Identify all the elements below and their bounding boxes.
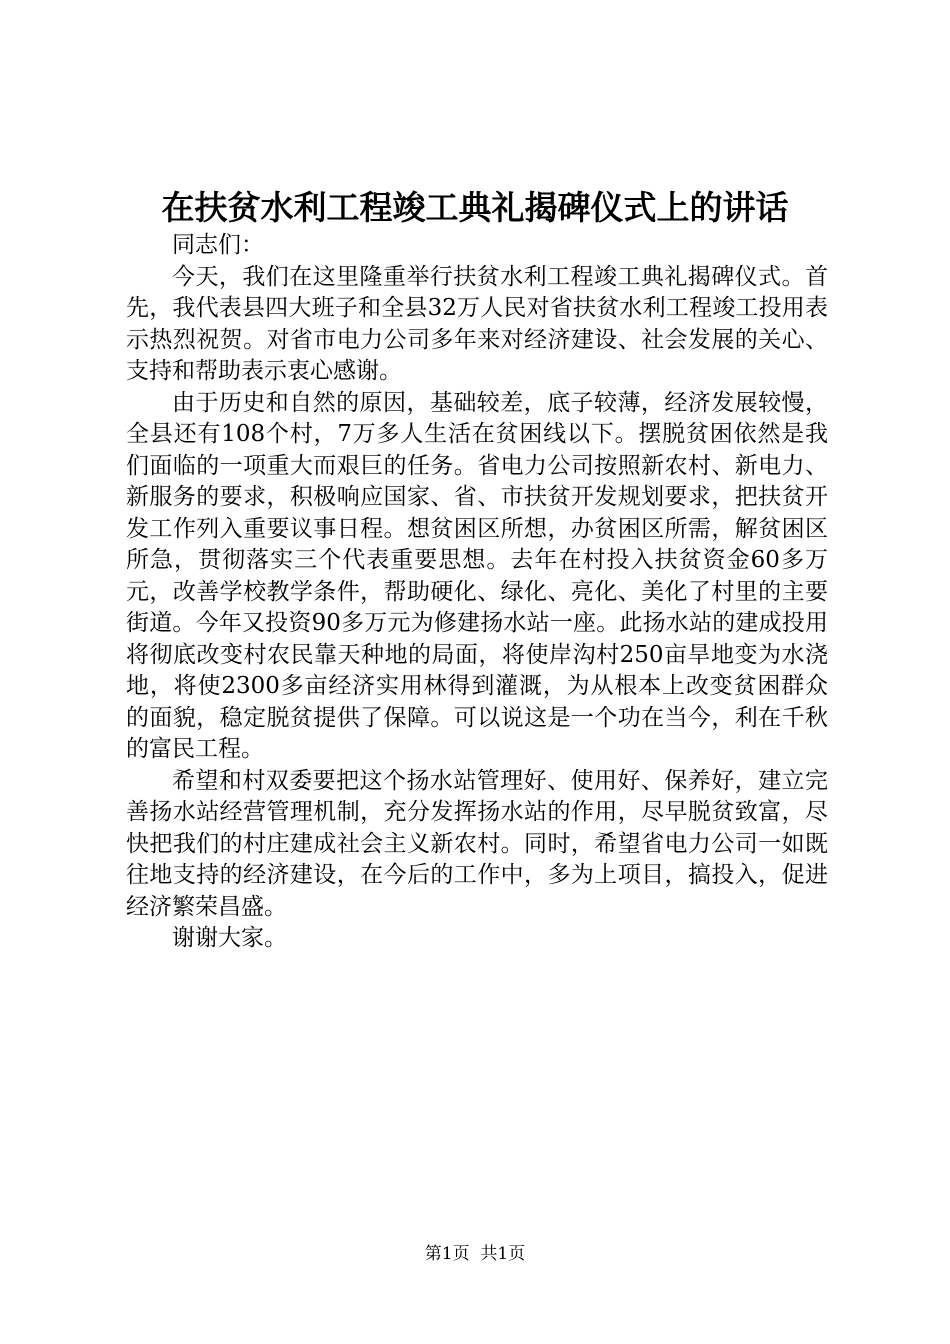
page-number: 第1页 (424, 1244, 470, 1264)
salutation: 同志们： (172, 232, 264, 258)
closing: 谢谢大家。 (172, 925, 287, 951)
paragraph-2: 由于历史和自然的原因，基础较差，底子较薄，经济发展较慢，全县还有108个村，7万多人生活在贫困线以下。摆脱贫困依然是我们面临的一项重大而艰巨的任务。省电力公司按照新农村、新电力、新服务的要求，积极响应国家、省、市扶贫开发规划要求，把扶贫开发工作列入重要议事日程。想贫困区所想，办贫困区所需，解贫困区所急，贯彻落实三个代表重要思想。去年在村投入扶贫资金60多万元，改善学校教学条件，帮助硬化、绿化、亮化、美化了村里的主要街道。今年又投资90多万元为修建扬水站一座。此扬水站的建成投用将彻底改变村农民靠天种地的局面，将使岸沟村250亩旱地变为水浇地，将使2300多亩经济实用林得到灌溉，为从根本上改变贫困群众的面貌，稳定脱贫提供了保障。可以说这是一个功在当今，利在千秋的富民工程。 (126, 389, 828, 762)
document-title: 在扶贫水利工程竣工典礼揭碑仪式上的讲话 (161, 188, 789, 227)
page-total: 共1页 (480, 1244, 526, 1264)
paragraph-1: 今天，我们在这里隆重举行扶贫水利工程竣工典礼揭碑仪式。首先，我代表县四大班子和全县32万人民对省扶贫水利工程竣工投用表示热烈祝贺。对省市电力公司多年来对经济建设、社会发展的关心、支持和帮助表示衷心感谢。 (126, 263, 828, 384)
paragraph-3: 希望和村双委要把这个扬水站管理好、使用好、保养好，建立完善扬水站经营管理机制，充分发挥扬水站的作用，尽早脱贫致富，尽快把我们的村庄建成社会主义新农村。同时，希望省电力公司一如既往地支持的经济建设，在今后的工作中，多为上项目，搞投入，促进经济繁荣昌盛。 (126, 767, 828, 920)
document-body (126, 230, 828, 955)
page-footer (0, 1242, 950, 1266)
